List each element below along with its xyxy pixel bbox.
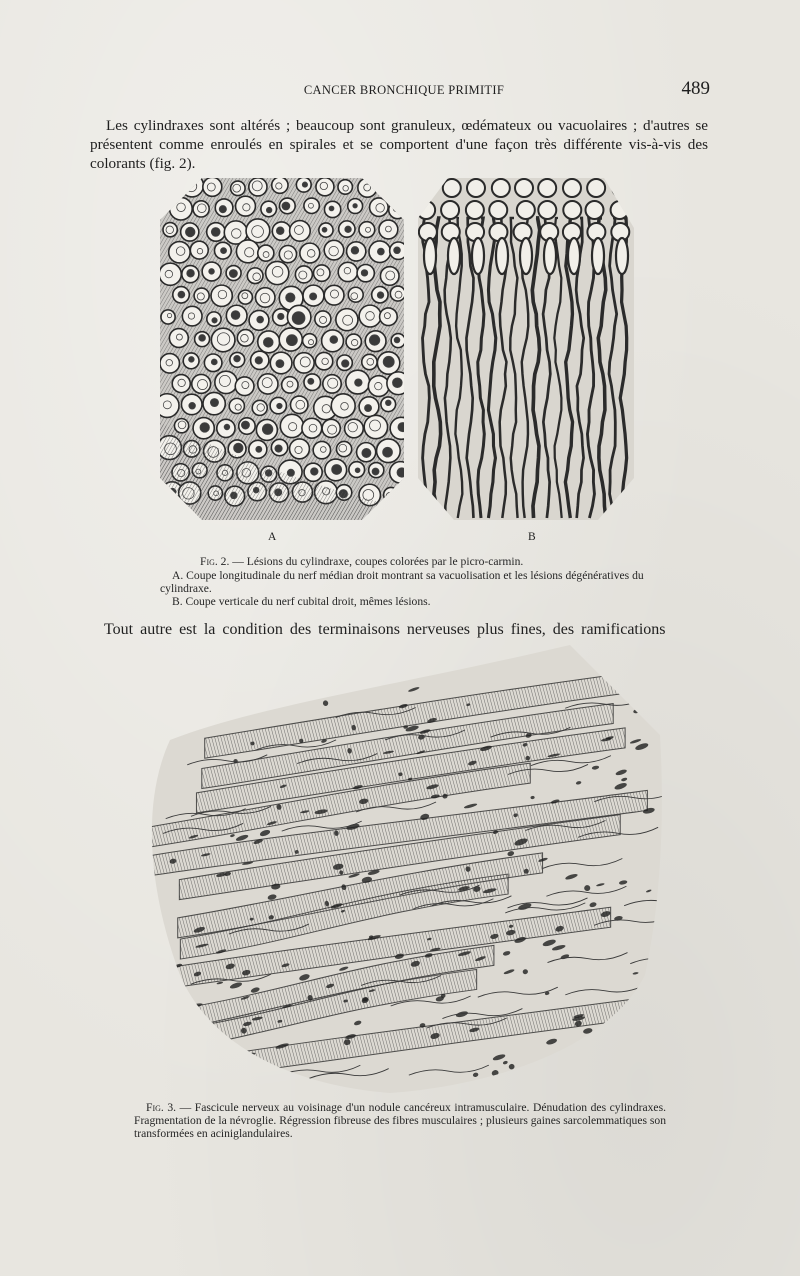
figure-2-caption-title: — Lésions du cylindraxe, coupes colorées par le picro-carmin. (229, 555, 524, 568)
figure-3-caption-prefix: Fig. 3. (146, 1101, 177, 1114)
figure-2-label-b: B (528, 531, 536, 543)
figure-3-illustration (140, 645, 665, 1095)
figure-2-label-a: A (268, 531, 277, 543)
figure-2-panel-b-illustration (418, 178, 634, 520)
paragraph-2: Tout autre est la condition des terminaisons nerveuses plus fines, des ramifications (104, 621, 666, 638)
figure-2-caption-a: A. Coupe longitudinale du nerf médian droit montrant sa vacuolisation et les lésions dégénératives du cylindraxe. (160, 569, 644, 596)
running-head (98, 80, 710, 102)
figure-2-caption (200, 555, 523, 568)
paragraph-1: Les cylindraxes sont altérés ; beaucoup sont granuleux, œdémateux ou vacuolaires ; d'autres se présentent comme enroulés en spirales et se comportent d'une façon très différente vis-à-vis des colorants (fig. 2). (90, 117, 708, 172)
figure-3-caption (134, 1101, 666, 1141)
page-number: 489 (681, 78, 710, 99)
figure-2-caption-b: B. Coupe verticale du nerf cubital droit, mêmes lésions. (172, 595, 431, 608)
running-title: CANCER BRONCHIQUE PRIMITIF (303, 83, 505, 97)
figure-2-panel-a-illustration (160, 178, 404, 520)
figure-2-caption-prefix: Fig. 2. (200, 555, 230, 568)
figure-3-caption-text: — Fascicule nerveux au voisinage d'un nodule cancéreux intramusculaire. Dénudation des cylindraxes. Fragmentation de la névroglie. Régression fibreuse des fibres musculaires ; plusieurs gaines sarcolemmatiques son transformées en aciniglandulaires. (134, 1101, 666, 1141)
